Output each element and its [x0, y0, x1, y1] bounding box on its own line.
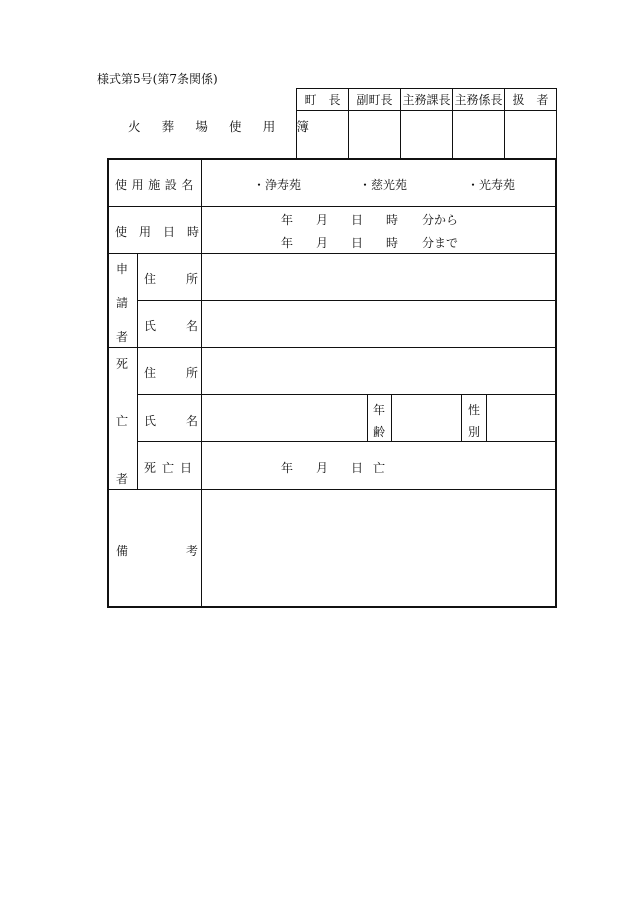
row-divider — [137, 441, 557, 442]
deceased-sex-field[interactable] — [488, 396, 555, 440]
deceased-age-label: 年 — [373, 403, 386, 417]
deceased-name-label: 氏 — [144, 414, 157, 428]
facility-option-jiko-en[interactable]: ・慈光苑 — [359, 178, 408, 192]
datetime-to-year: 年 — [281, 236, 294, 250]
datetime-from-month: 月 — [316, 213, 329, 227]
column-divider — [137, 253, 138, 489]
datetime-from-minute: 分から — [422, 213, 459, 227]
remarks-label: 備 — [116, 544, 129, 558]
datetime-to-minute: 分まで — [422, 236, 459, 250]
deceased-group-char: 亡 — [116, 414, 129, 428]
applicant-address-field[interactable] — [203, 255, 555, 299]
row-divider — [137, 394, 557, 395]
death-date-label: 死亡日 — [144, 461, 199, 475]
applicant-group-char: 者 — [116, 330, 129, 344]
column-divider — [367, 394, 368, 441]
deceased-name-label: 名 — [186, 414, 199, 428]
remarks-field[interactable] — [203, 491, 555, 606]
remarks-label: 考 — [186, 544, 199, 558]
row-divider — [107, 489, 557, 490]
deceased-sex-label: 性 — [468, 403, 481, 417]
deceased-sex-label: 別 — [468, 425, 481, 439]
applicant-group-char: 請 — [116, 296, 129, 310]
approval-header-unit-chief: 主務係長 — [453, 89, 505, 111]
approval-header-handler: 扱 者 — [505, 89, 557, 111]
deceased-age-field[interactable] — [393, 396, 460, 440]
deceased-address-label: 所 — [186, 366, 199, 380]
datetime-to-hour: 時 — [386, 236, 399, 250]
deceased-name-field[interactable] — [203, 396, 366, 440]
death-date-month: 月 — [316, 461, 329, 475]
facility-label: 使用施設名 — [115, 178, 199, 192]
applicant-name-label: 氏 — [144, 319, 157, 333]
datetime-from-hour: 時 — [386, 213, 399, 227]
datetime-to-day: 日 — [351, 236, 364, 250]
applicant-name-field[interactable] — [203, 302, 555, 346]
deceased-group-char: 者 — [116, 472, 129, 486]
approval-header-section-chief: 主務課長 — [401, 89, 453, 111]
applicant-address-label: 住 — [144, 272, 157, 286]
approval-stamp-cell[interactable] — [505, 111, 557, 160]
deceased-address-label: 住 — [144, 366, 157, 380]
approval-stamp-cell[interactable] — [401, 111, 453, 160]
row-divider — [107, 347, 557, 348]
column-divider — [461, 394, 462, 441]
approval-stamp-cell[interactable] — [349, 111, 401, 160]
deceased-address-field[interactable] — [203, 349, 555, 393]
applicant-address-label: 所 — [186, 272, 199, 286]
approval-stamp-cell[interactable] — [297, 111, 349, 160]
datetime-label: 使用日時 — [115, 225, 212, 239]
column-divider — [391, 394, 392, 441]
document-title: 火 葬 場 使 用 簿 — [128, 119, 318, 134]
datetime-from-day: 日 — [351, 213, 364, 227]
facility-option-joju-en[interactable]: ・浄寿苑 — [253, 178, 302, 192]
facility-option-koju-en[interactable]: ・光寿苑 — [467, 178, 516, 192]
column-divider — [486, 394, 487, 441]
row-divider — [107, 206, 557, 207]
row-divider — [137, 300, 557, 301]
approval-stamp-table — [296, 88, 557, 160]
deceased-group-char: 死 — [116, 357, 129, 371]
approval-header-deputy-mayor: 副町長 — [349, 89, 401, 111]
approval-stamp-cell[interactable] — [453, 111, 505, 160]
row-divider — [107, 253, 557, 254]
datetime-to-month: 月 — [316, 236, 329, 250]
applicant-name-label: 名 — [186, 319, 199, 333]
deceased-age-label: 齢 — [373, 425, 386, 439]
applicant-group-char: 申 — [116, 262, 129, 276]
form-number: 様式第5号(第7条関係) — [97, 72, 218, 86]
death-date-day: 日亡 — [351, 461, 396, 475]
approval-header-mayor: 町 長 — [297, 89, 349, 111]
death-date-year: 年 — [281, 461, 294, 475]
datetime-from-year: 年 — [281, 213, 294, 227]
